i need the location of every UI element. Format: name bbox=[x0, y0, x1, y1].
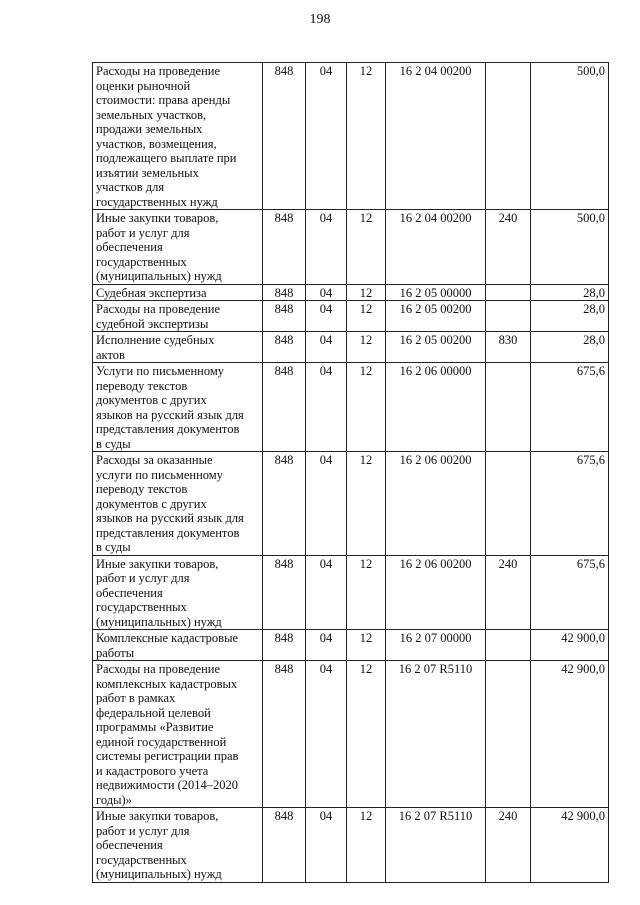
expense-name-line: (муниципальных) нужд bbox=[96, 614, 222, 629]
budget-table-body bbox=[93, 63, 609, 883]
expense-name-line: документов с других bbox=[96, 496, 207, 511]
amount-cell: 675,6 bbox=[531, 363, 609, 452]
target-article-cell: 16 2 06 00200 bbox=[386, 555, 486, 630]
expense-name-line: и кадастрового учета bbox=[96, 763, 209, 778]
target-article-cell: 16 2 04 00200 bbox=[386, 63, 486, 210]
table-row bbox=[93, 661, 609, 808]
expense-name-line: услуги по письменному bbox=[96, 467, 223, 482]
amount-cell: 28,0 bbox=[531, 301, 609, 332]
subsection-code-cell: 12 bbox=[347, 630, 386, 661]
expense-name-line: языков на русский язык для bbox=[96, 511, 244, 525]
ministry-code-cell: 848 bbox=[263, 661, 306, 808]
expense-name-line: федеральной целевой bbox=[96, 705, 211, 720]
section-code-cell: 04 bbox=[306, 301, 347, 332]
expense-name-line: государственных нужд bbox=[96, 194, 218, 209]
section-code-cell: 04 bbox=[306, 555, 347, 630]
expense-name-line: изъятии земельных bbox=[96, 165, 199, 180]
expense-name-cell bbox=[93, 808, 263, 883]
expense-name-line: государственных bbox=[96, 254, 187, 269]
section-code-cell: 04 bbox=[306, 332, 347, 363]
expense-name-line: продажи земельных bbox=[96, 122, 203, 136]
expense-name-cell bbox=[93, 284, 263, 301]
expense-name-line: языков на русский язык для bbox=[96, 407, 244, 422]
expense-name-line: Расходы за оказанные bbox=[96, 453, 213, 467]
expense-name-line: программы «Развитие bbox=[96, 720, 214, 734]
expense-name-cell bbox=[93, 661, 263, 808]
expense-name-line: недвижимости (2014–2020 bbox=[96, 778, 239, 792]
expense-kind-cell: 240 bbox=[486, 555, 531, 630]
expense-name-line: участков для bbox=[96, 180, 165, 194]
table-row bbox=[93, 808, 609, 883]
subsection-code-cell: 12 bbox=[347, 555, 386, 630]
section-code-cell: 04 bbox=[306, 363, 347, 452]
section-code-cell: 04 bbox=[306, 808, 347, 883]
expense-name-line: работ в рамках bbox=[96, 691, 176, 705]
expense-name-line: Комплексные кадастровые bbox=[96, 631, 239, 645]
target-article-cell: 16 2 05 00000 bbox=[386, 284, 486, 301]
section-code-cell: 04 bbox=[306, 284, 347, 301]
expense-name-line: годы)» bbox=[96, 792, 132, 807]
expense-kind-cell bbox=[486, 63, 531, 210]
expense-name-cell bbox=[93, 452, 263, 556]
table-row bbox=[93, 555, 609, 630]
expense-name-line: Исполнение судебных bbox=[96, 333, 215, 347]
expense-name-line: актов bbox=[96, 347, 125, 362]
expense-name-cell bbox=[93, 63, 263, 210]
amount-cell: 42 900,0 bbox=[531, 630, 609, 661]
table-row bbox=[93, 332, 609, 363]
expense-kind-cell: 830 bbox=[486, 332, 531, 363]
target-article-cell: 16 2 05 00200 bbox=[386, 332, 486, 363]
expense-name-line: единой государственной bbox=[96, 734, 227, 749]
expense-name-line: переводу текстов bbox=[96, 378, 188, 393]
expense-name-line: в суды bbox=[96, 436, 131, 451]
budget-table bbox=[92, 62, 609, 883]
table-row bbox=[93, 210, 609, 285]
expense-name-line: судебной экспертизы bbox=[96, 316, 209, 331]
expense-name-line: участков, возмещения, bbox=[96, 136, 217, 151]
expense-name-line: работ и услуг для bbox=[96, 571, 190, 585]
expense-name-line: Расходы на проведение bbox=[96, 64, 221, 78]
expense-name-line: Расходы на проведение bbox=[96, 662, 221, 676]
page-number: 198 bbox=[309, 12, 331, 27]
amount-cell: 28,0 bbox=[531, 332, 609, 363]
expense-name-cell bbox=[93, 630, 263, 661]
ministry-code-cell: 848 bbox=[263, 284, 306, 301]
amount-cell: 28,0 bbox=[531, 284, 609, 301]
expense-name-line: государственных bbox=[96, 852, 187, 867]
expense-name-line: Услуги по письменному bbox=[96, 364, 225, 378]
expense-name-line: переводу текстов bbox=[96, 482, 188, 496]
amount-cell: 500,0 bbox=[531, 63, 609, 210]
target-article-cell: 16 2 05 00200 bbox=[386, 301, 486, 332]
table-row bbox=[93, 452, 609, 556]
expense-name-line: работ и услуг для bbox=[96, 225, 190, 240]
target-article-cell: 16 2 06 00000 bbox=[386, 363, 486, 452]
expense-name-line: документов с других bbox=[96, 393, 207, 407]
expense-name-line: обеспечения bbox=[96, 240, 163, 254]
expense-name-line: Иные закупки товаров, bbox=[96, 809, 219, 823]
amount-cell: 500,0 bbox=[531, 210, 609, 285]
subsection-code-cell: 12 bbox=[347, 210, 386, 285]
expense-kind-cell bbox=[486, 661, 531, 808]
expense-name-line: работы bbox=[96, 645, 135, 660]
expense-name-line: обеспечения bbox=[96, 838, 163, 852]
expense-name-cell bbox=[93, 301, 263, 332]
ministry-code-cell: 848 bbox=[263, 808, 306, 883]
expense-kind-cell bbox=[486, 363, 531, 452]
expense-kind-cell bbox=[486, 284, 531, 301]
section-code-cell: 04 bbox=[306, 210, 347, 285]
expense-name-line: (муниципальных) нужд bbox=[96, 269, 222, 283]
expense-name-line: оценки рыночной bbox=[96, 78, 191, 93]
expense-name-line: стоимости: права аренды bbox=[96, 93, 231, 107]
section-code-cell: 04 bbox=[306, 630, 347, 661]
ministry-code-cell: 848 bbox=[263, 630, 306, 661]
ministry-code-cell: 848 bbox=[263, 332, 306, 363]
expense-kind-cell bbox=[486, 301, 531, 332]
expense-name-line: в суды bbox=[96, 540, 131, 554]
expense-name-cell bbox=[93, 363, 263, 452]
expense-name-line: представления документов bbox=[96, 525, 240, 540]
expense-name-line: подлежащего выплате при bbox=[96, 151, 237, 165]
expense-name-line: земельных участков, bbox=[96, 107, 207, 122]
ministry-code-cell: 848 bbox=[263, 63, 306, 210]
expense-name-line: государственных bbox=[96, 600, 187, 614]
subsection-code-cell: 12 bbox=[347, 301, 386, 332]
expense-kind-cell: 240 bbox=[486, 210, 531, 285]
expense-name-line: Иные закупки товаров, bbox=[96, 211, 219, 225]
target-article-cell: 16 2 04 00200 bbox=[386, 210, 486, 285]
expense-kind-cell bbox=[486, 630, 531, 661]
table-row bbox=[93, 284, 609, 301]
subsection-code-cell: 12 bbox=[347, 332, 386, 363]
expense-name-line: системы регистрации прав bbox=[96, 749, 239, 763]
expense-name-line: представления документов bbox=[96, 422, 240, 436]
target-article-cell: 16 2 07 R5110 bbox=[386, 661, 486, 808]
subsection-code-cell: 12 bbox=[347, 63, 386, 210]
expense-name-cell bbox=[93, 555, 263, 630]
ministry-code-cell: 848 bbox=[263, 301, 306, 332]
expense-name-cell bbox=[93, 210, 263, 285]
expense-name-line: (муниципальных) нужд bbox=[96, 867, 222, 881]
table-row bbox=[93, 301, 609, 332]
expense-name-line: комплексных кадастровых bbox=[96, 676, 238, 691]
expense-kind-cell: 240 bbox=[486, 808, 531, 883]
target-article-cell: 16 2 06 00200 bbox=[386, 452, 486, 556]
amount-cell: 42 900,0 bbox=[531, 661, 609, 808]
ministry-code-cell: 848 bbox=[263, 363, 306, 452]
subsection-code-cell: 12 bbox=[347, 661, 386, 808]
table-row bbox=[93, 63, 609, 210]
expense-name-line: Судебная экспертиза bbox=[96, 285, 207, 300]
expense-name-line: обеспечения bbox=[96, 585, 163, 600]
expense-name-cell bbox=[93, 332, 263, 363]
expense-kind-cell bbox=[486, 452, 531, 556]
section-code-cell: 04 bbox=[306, 63, 347, 210]
amount-cell: 675,6 bbox=[531, 452, 609, 556]
section-code-cell: 04 bbox=[306, 661, 347, 808]
amount-cell: 675,6 bbox=[531, 555, 609, 630]
expense-name-line: Иные закупки товаров, bbox=[96, 556, 219, 571]
table-row bbox=[93, 363, 609, 452]
subsection-code-cell: 12 bbox=[347, 363, 386, 452]
target-article-cell: 16 2 07 R5110 bbox=[386, 808, 486, 883]
ministry-code-cell: 848 bbox=[263, 210, 306, 285]
ministry-code-cell: 848 bbox=[263, 452, 306, 556]
target-article-cell: 16 2 07 00000 bbox=[386, 630, 486, 661]
subsection-code-cell: 12 bbox=[347, 284, 386, 301]
subsection-code-cell: 12 bbox=[347, 452, 386, 556]
expense-name-line: работ и услуг для bbox=[96, 823, 190, 838]
ministry-code-cell: 848 bbox=[263, 555, 306, 630]
section-code-cell: 04 bbox=[306, 452, 347, 556]
table-row bbox=[93, 630, 609, 661]
subsection-code-cell: 12 bbox=[347, 808, 386, 883]
amount-cell: 42 900,0 bbox=[531, 808, 609, 883]
expense-name-line: Расходы на проведение bbox=[96, 302, 221, 316]
